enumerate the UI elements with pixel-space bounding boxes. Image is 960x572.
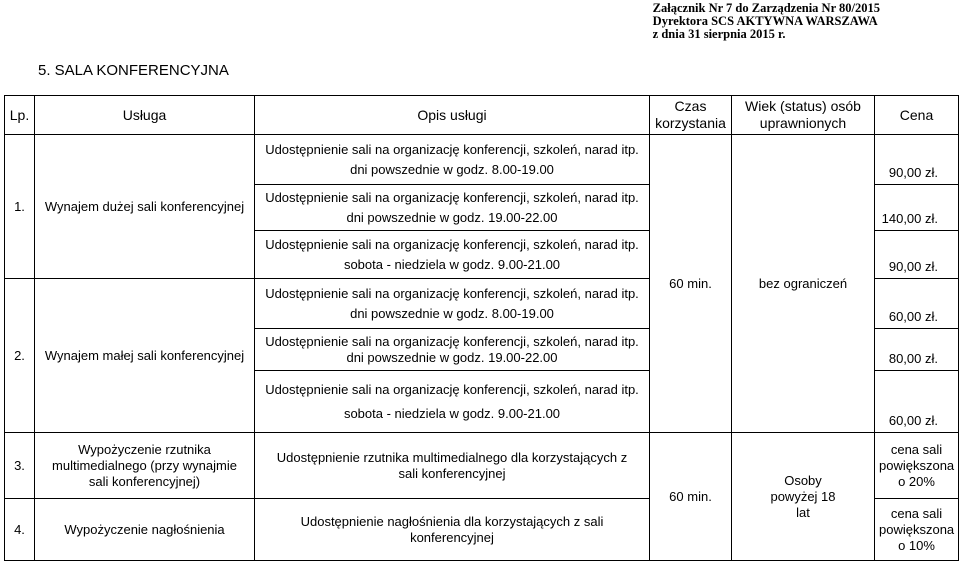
- row-1-price-1: 90,00 zł.: [875, 135, 959, 185]
- row-1-lp: 1.: [5, 135, 35, 279]
- attachment-note-line-1: Załącznik Nr 7 do Zarządzenia Nr 80/2015: [652, 1, 880, 15]
- desc-line: dni powszednie w godz. 19.00-22.00: [346, 349, 558, 365]
- row-2-price-2: 80,00 zł.: [875, 329, 959, 371]
- header-price: Cena: [875, 96, 959, 135]
- table-row: [5, 433, 959, 499]
- desc-line: sobota - niedziela w godz. 9.00-21.00: [343, 405, 561, 421]
- desc-line: dni powszednie w godz. 8.00-19.00: [350, 161, 554, 177]
- desc-line: dni powszednie w godz. 19.00-22.00: [346, 209, 558, 225]
- row-1-desc-3: [255, 231, 650, 279]
- desc-line: sobota - niedziela w godz. 9.00-21.00: [343, 256, 561, 272]
- desc-line: Udostępnienie sali na organizację konferencji, szkoleń, narad itp.: [265, 381, 639, 397]
- row-4-price: cena sali powiększona o 10%: [875, 499, 959, 561]
- price-table: [4, 95, 959, 561]
- attachment-note: [653, 2, 880, 41]
- time-equipment: 60 min.: [650, 433, 732, 561]
- row-1-desc-2: [255, 185, 650, 231]
- row-4-service: Wypożyczenie nagłośnienia: [35, 499, 255, 561]
- attachment-note-line-3: z dnia 31 sierpnia 2015 r.: [652, 27, 786, 41]
- age-equipment: Osoby powyżej 18 lat: [732, 433, 875, 561]
- attachment-note-line-2: Dyrektora SCS AKTYWNA WARSZAWA: [652, 14, 878, 28]
- header-description: Opis usługi: [255, 96, 650, 135]
- header-age: Wiek (status) osób uprawnionych: [732, 96, 875, 135]
- row-3-desc: Udostępnienie rzutnika multimedialnego dla korzystających z sali konferencyjnej: [255, 433, 650, 499]
- desc-line: Udostępnienie sali na organizację konferencji, szkoleń, narad itp.: [265, 141, 639, 157]
- desc-line: Udostępnienie sali na organizację konferencji, szkoleń, narad itp.: [265, 285, 639, 301]
- row-2-desc-1: [255, 279, 650, 329]
- desc-line: Udostępnienie sali na organizację konferencji, szkoleń, narad itp.: [265, 333, 639, 349]
- row-3-price: cena sali powiększona o 20%: [875, 433, 959, 499]
- age-rooms: bez ograniczeń: [732, 135, 875, 433]
- header-time: Czas korzystania: [650, 96, 732, 135]
- row-2-desc-2: [255, 329, 650, 371]
- row-4-desc: Udostępnienie nagłośnienia dla korzystających z sali konferencyjnej: [255, 499, 650, 561]
- table-row: [5, 135, 959, 185]
- time-rooms: 60 min.: [650, 135, 732, 433]
- header-lp: Lp.: [5, 96, 35, 135]
- row-4-lp: 4.: [5, 499, 35, 561]
- row-2-service: Wynajem małej sali konferencyjnej: [35, 279, 255, 433]
- row-2-lp: 2.: [5, 279, 35, 433]
- header-service: Usługa: [35, 96, 255, 135]
- row-2-price-3: 60,00 zł.: [875, 371, 959, 433]
- row-1-service: Wynajem dużej sali konferencyjnej: [35, 135, 255, 279]
- row-3-service: Wypożyczenie rzutnika multimedialnego (przy wynajmie sali konferencyjnej): [35, 433, 255, 499]
- desc-line: Udostępnienie sali na organizację konferencji, szkoleń, narad itp.: [265, 236, 639, 252]
- row-3-lp: 3.: [5, 433, 35, 499]
- row-2-price-1: 60,00 zł.: [875, 279, 959, 329]
- section-title: 5. SALA KONFERENCYJNA: [38, 62, 229, 79]
- desc-line: dni powszednie w godz. 8.00-19.00: [350, 305, 554, 321]
- desc-line: Udostępnienie sali na organizację konferencji, szkoleń, narad itp.: [265, 189, 639, 205]
- row-1-desc-1: [255, 135, 650, 185]
- table-header-row: [5, 96, 959, 135]
- row-1-price-2: 140,00 zł.: [875, 185, 959, 231]
- row-2-desc-3: [255, 371, 650, 433]
- row-1-price-3: 90,00 zł.: [875, 231, 959, 279]
